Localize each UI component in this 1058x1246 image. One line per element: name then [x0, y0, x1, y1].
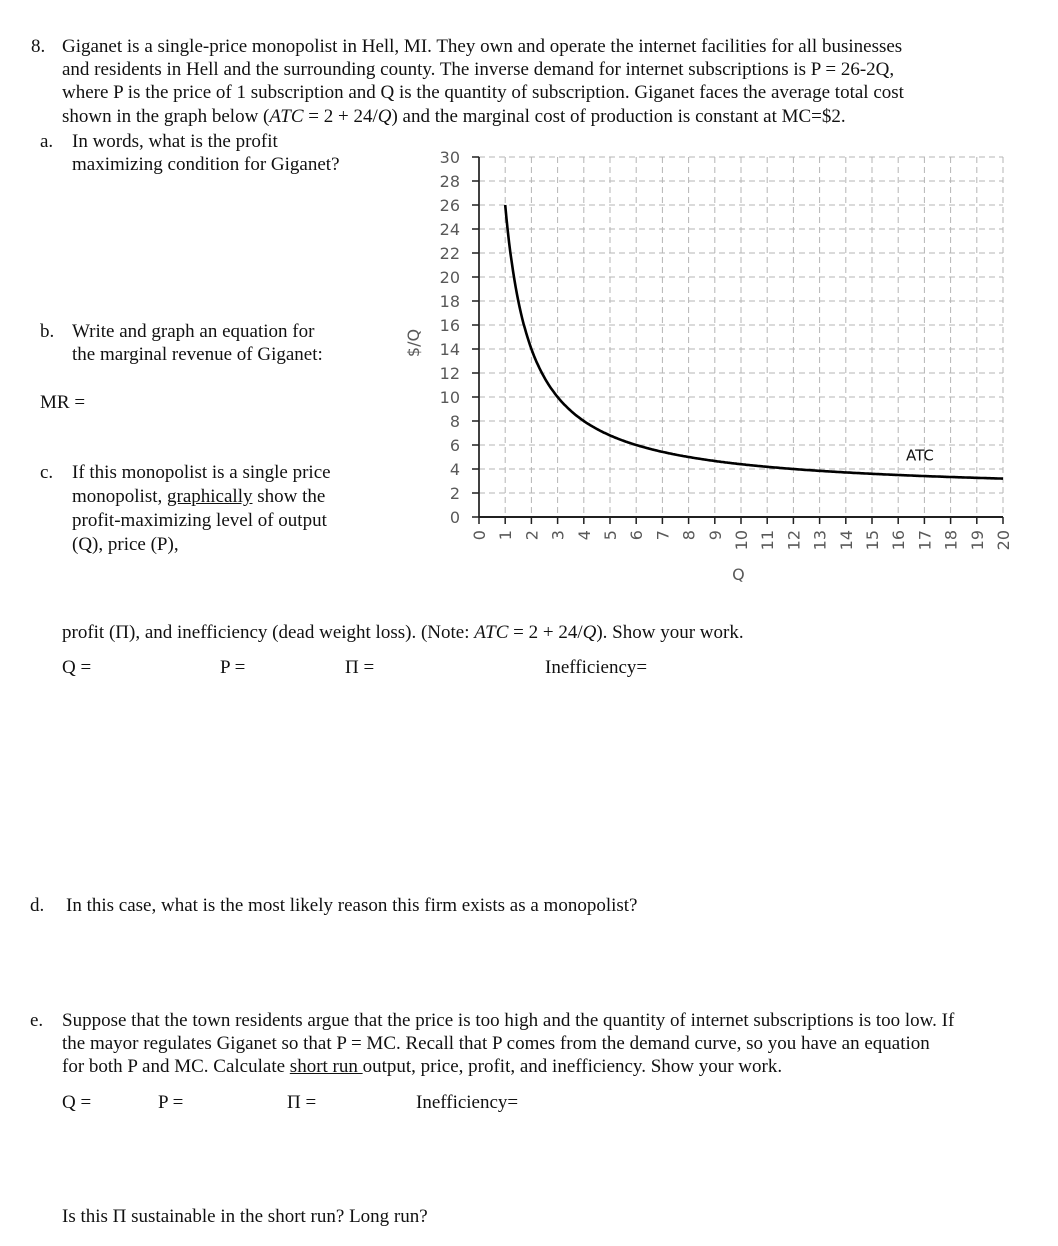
part-a-label: a.: [40, 131, 54, 152]
part-d-text: In this case, what is the most likely reason this firm exists as a monopolist?: [66, 895, 638, 916]
part-b-line-2: the marginal revenue of Giganet:: [72, 344, 323, 365]
y-tick-label: 30: [439, 148, 460, 167]
q-symbol: Q: [377, 106, 392, 127]
part-c-continuation: [62, 621, 744, 644]
intro-line-1: Giganet is a single-price monopolist in Hell, MI. They own and operate the internet facilities for all businesses: [62, 36, 903, 57]
question-number: 8.: [31, 36, 46, 57]
part-e-text-end: output, price, profit, and inefficiency. Show your work.: [362, 1056, 783, 1077]
part-e-answer-p: P =: [158, 1092, 184, 1113]
atc-curve: [505, 205, 1003, 479]
x-tick-label: 13: [810, 530, 830, 551]
x-tick-label: 5: [601, 530, 620, 541]
y-tick-label: 0: [449, 508, 460, 527]
part-c-answer-q: Q =: [62, 657, 92, 678]
graphically-emphasis: graphically: [167, 486, 253, 507]
atc-curve-label: ATC: [906, 446, 934, 465]
x-tick-label: 19: [967, 530, 987, 551]
y-tick-label: 28: [439, 172, 460, 191]
atc-formula: = 2 + 24/: [508, 622, 583, 643]
y-tick-label: 18: [439, 292, 460, 311]
x-tick-label: 16: [889, 530, 909, 551]
x-tick-label: 11: [758, 530, 778, 551]
y-tick-label: 24: [439, 220, 460, 239]
x-tick-label: 4: [574, 530, 594, 541]
atc-symbol: ATC: [474, 622, 509, 643]
x-tick-label: 14: [836, 530, 856, 551]
part-c-text: monopolist,: [72, 486, 168, 507]
part-c-answer-p: P =: [220, 657, 246, 678]
part-c-text-end: show the: [252, 486, 326, 507]
atc-formula: = 2 + 24/: [303, 106, 378, 127]
atc-symbol: ATC: [269, 106, 304, 127]
y-tick-label: 6: [449, 436, 460, 455]
intro-line-2: and residents in Hell and the surrounding county. The inverse demand for internet subscriptions is P = 26-2Q,: [62, 59, 895, 80]
short-run-emphasis: short run: [289, 1056, 363, 1077]
mr-label: MR =: [40, 392, 86, 413]
x-tick-label: 15: [863, 530, 882, 551]
y-tick-label: 4: [449, 460, 460, 479]
part-c-answer-pi: Π =: [345, 657, 375, 678]
atc-chart: [0, 0, 1058, 600]
chart-ticks: [440, 148, 1013, 550]
x-tick-label: 10: [732, 530, 751, 551]
x-tick-label: 3: [548, 530, 568, 541]
x-tick-label: 12: [784, 530, 804, 551]
part-c-line-3: profit-maximizing level of output: [72, 510, 327, 531]
x-tick-label: 2: [522, 530, 542, 541]
x-axis-title: Q: [732, 565, 745, 584]
part-a-line-1: In words, what is the profit: [72, 131, 278, 152]
y-tick-label: 10: [439, 388, 460, 407]
x-tick-label: 18: [941, 530, 961, 551]
part-e-line-2: the mayor regulates Giganet so that P = MC. Recall that P comes from the demand curve, so you have an equation: [62, 1033, 930, 1054]
x-tick-label: 6: [627, 530, 647, 541]
part-a-line-2: maximizing condition for Giganet?: [72, 154, 340, 175]
continuation-text: profit (Π), and inefficiency (dead weight loss). (Note:: [62, 622, 475, 643]
intro-text-end: ) and the marginal cost of production is constant at MC=$2.: [391, 106, 846, 127]
y-tick-label: 26: [439, 196, 460, 215]
part-c-answer-inefficiency: Inefficiency=: [545, 657, 648, 678]
y-tick-label: 22: [439, 244, 460, 263]
y-tick-label: 16: [439, 316, 460, 335]
part-e-answer-pi: Π =: [287, 1092, 317, 1113]
part-b-label: b.: [40, 321, 55, 342]
part-e-answer-inefficiency: Inefficiency=: [416, 1092, 519, 1113]
x-tick-label: 8: [679, 530, 699, 541]
x-tick-label: 7: [653, 530, 673, 541]
part-c-label: c.: [40, 462, 54, 483]
part-b-line-1: Write and graph an equation for: [72, 321, 315, 342]
continuation-end: ). Show your work.: [596, 622, 744, 643]
part-e-text: for both P and MC. Calculate: [62, 1056, 290, 1077]
intro-line-3: where P is the price of 1 subscription and Q is the quantity of subscription. Giganet faces the average total cost: [62, 82, 904, 103]
x-tick-label: 20: [994, 530, 1013, 551]
q-symbol: Q: [582, 622, 597, 643]
part-c-line-4: (Q), price (P),: [72, 534, 179, 555]
y-tick-label: 12: [439, 364, 460, 383]
x-tick-label: 1: [496, 530, 516, 541]
y-tick-label: 2: [449, 484, 460, 503]
part-e-line-3: [62, 1055, 782, 1078]
part-d-label: d.: [30, 895, 45, 916]
part-e-line-1: Suppose that the town residents argue that the price is too high and the quantity of internet subscriptions is too low. If: [62, 1010, 955, 1031]
y-tick-label: 14: [439, 340, 460, 359]
x-tick-label: 0: [470, 530, 489, 541]
part-e-followup: Is this Π sustainable in the short run? Long run?: [62, 1206, 428, 1227]
x-tick-label: 17: [915, 530, 935, 551]
part-c-line-1: If this monopolist is a single price: [72, 462, 331, 483]
x-tick-label: 9: [705, 530, 725, 541]
part-e-label: e.: [30, 1010, 44, 1031]
y-tick-label: 8: [449, 412, 460, 431]
intro-text: shown in the graph below (: [62, 106, 270, 127]
y-axis-title: $/Q: [404, 328, 423, 358]
part-e-answer-q: Q =: [62, 1092, 92, 1113]
y-tick-label: 20: [439, 268, 460, 287]
